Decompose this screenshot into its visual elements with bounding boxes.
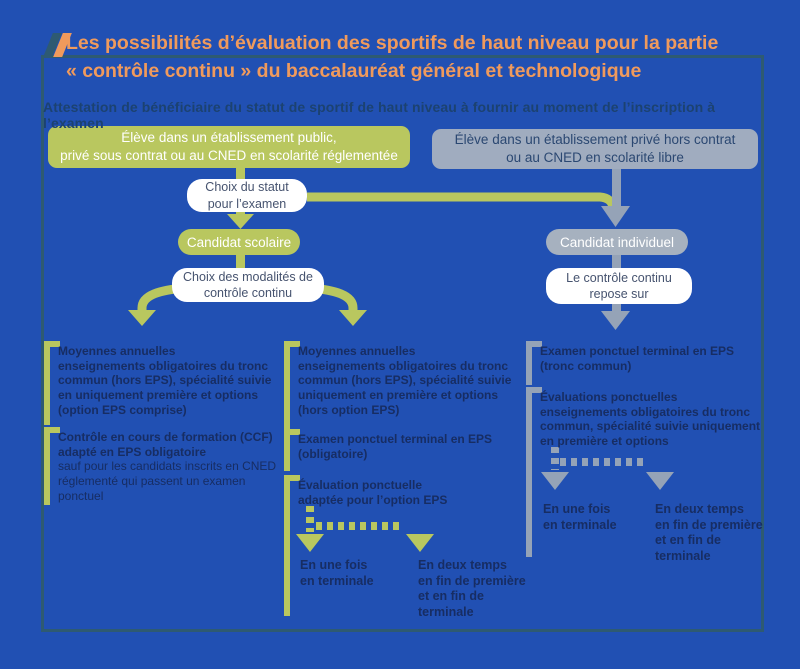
establishment-private-line1: Élève dans un établissement privé hors contrat [454,132,736,148]
arrow-down-green-dashed-icon [296,534,324,552]
right-leaf-once [543,502,643,533]
right-leaf-twice-line2: en fin de première et en fin de terminale [655,517,763,563]
middle-leaf-once-line2: en terminale [300,573,374,588]
left-block-ccf-body: sauf pour les candidats inscrits en CNED réglementé qui passent un examen ponctuel [58,459,277,503]
right-block-exam-title: Examen ponctuel terminal en EPS [540,344,735,358]
middle-block-averages [298,344,524,417]
status-choice-line1: Choix du statut [205,180,289,195]
page-title-line1: Les possibilités d’évaluation des sportifs de haut niveau pour la partie [66,32,719,54]
arrow-down-green-icon [227,214,254,229]
right-leaf-once-line1: En une fois [543,502,611,516]
continuous-control-line1: Le contrôle continu [566,270,672,285]
establishment-public-line2: privé sous contrat ou au CNED en scolarité réglementée [60,148,398,163]
status-choice-box [187,179,307,212]
left-block-averages-title: Moyennes annuelles [58,344,176,358]
connector-gray-down2 [612,255,621,269]
connector-green-horizontal [307,197,613,212]
arrow-down-gray-dashed2-icon [646,472,674,490]
middle-leaf-twice [418,558,534,621]
establishment-public-box [48,126,410,168]
left-block-averages [58,344,284,417]
status-choice-line2: pour l’examen [207,196,287,211]
arrow-down-green-right-icon [339,310,367,326]
continuous-control-line2: repose sur [589,287,649,301]
page-title-line2: « contrôle continu » du baccalauréat général et technologique [66,59,642,82]
connector-gray-down [612,169,621,209]
establishment-private-line2: ou au CNED en scolarité libre [506,150,684,165]
middle-block-averages-body: enseignements obligatoires du tronc commun (hors EPS), spécialité suivie uniquement en première et options (hors option EPS) [298,358,512,417]
middle-leaf-once [300,558,400,589]
right-block-evaluations-title: Évaluations ponctuelles [540,390,678,404]
left-block-ccf [58,430,284,503]
right-block-exam-body: (tronc commun) [540,358,632,373]
arrow-down-gray2-icon [601,311,630,330]
arrow-down-gray-icon [601,206,630,227]
establishment-private-box [432,129,758,169]
candidate-individual-pill [546,229,688,255]
candidate-school-pill [178,229,300,255]
arrow-down-green-left-icon [128,310,156,326]
middle-leaf-once-line1: En une fois [300,558,368,572]
connector-green-down3 [236,255,245,269]
right-leaf-twice-line1: En deux temps [655,502,744,516]
right-leaf-twice [655,502,767,565]
left-block-ccf-title: Contrôle en cours de formation (CCF) adapté en EPS obligatoire [58,430,273,459]
left-block-averages-body: enseignements obligatoires du tronc commun (hors EPS), spécialité suivie en uniquement première et options (option EPS comprise) [58,358,272,417]
right-leaf-once-line2: en terminale [543,517,617,532]
page-title [66,30,776,85]
arrow-down-gray-dashed-icon [541,472,569,490]
middle-block-exam-body: (obligatoire) [298,446,368,461]
middle-leaf-twice-line2: en fin de première et en fin de terminale [418,573,526,619]
candidate-individual-label: Candidat individuel [559,234,675,250]
modalities-choice-line1: Choix des modalités de [183,269,313,284]
arrow-down-green-dashed2-icon [406,534,434,552]
middle-block-evaluation [298,478,524,507]
middle-leaf-twice-line1: En deux temps [418,558,507,572]
middle-block-evaluation-title: Évaluation ponctuelle [298,478,423,492]
middle-block-evaluation-body: adaptée pour l’option EPS [298,492,448,507]
middle-block-averages-title: Moyennes annuelles [298,344,416,358]
right-block-evaluations [540,390,764,449]
right-block-exam [540,344,764,373]
modalities-choice-box [172,268,324,302]
middle-block-exam-title: Examen ponctuel terminal en EPS [298,432,493,446]
continuous-control-box [546,268,692,304]
establishment-public-line1: Élève dans un établissement public, [121,130,337,146]
middle-block-exam [298,432,524,461]
modalities-choice-line2: contrôle continu [203,286,293,300]
attestation-subtitle: Attestation de bénéficiaire du statut de sportif de haut niveau à fournir au moment de l’inscription à l’examen [43,99,716,131]
candidate-school-label: Candidat scolaire [186,234,292,250]
right-block-evaluations-body: enseignements obligatoires du tronc commun, spécialité suivie uniquement en première et options [540,404,761,448]
